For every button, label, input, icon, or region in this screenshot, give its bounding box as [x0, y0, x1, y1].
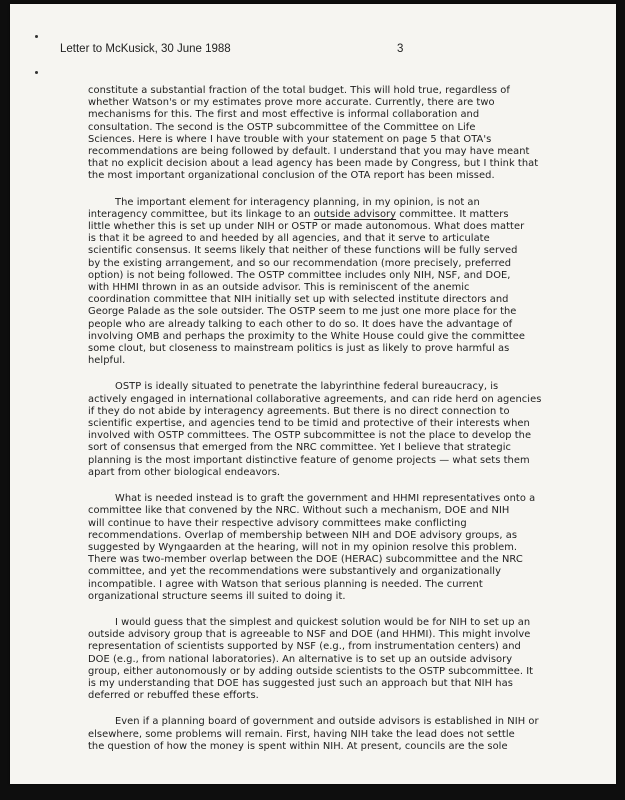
- text-line: group, either autonomously or by adding outside scientists to the OSTP subcommittee. It: [88, 665, 534, 677]
- page-number: 3: [397, 43, 404, 55]
- text-line: recommendations. Overlap of membership between NIH and DOE advisory groups, as: [88, 529, 518, 541]
- paragraph: [88, 617, 578, 702]
- text-line: the most important organizational conclusion of the OTA report has been missed.: [88, 170, 495, 182]
- text-line: involving OMB and perhaps the proximity to the White House could give the committee: [88, 330, 526, 342]
- paragraph: [88, 85, 578, 183]
- text-line: Even if a planning board of government and outside advisors is established in NIH or: [115, 716, 539, 728]
- text-line: scientific consensus. It seems likely that neither of these functions will be fully served: [88, 245, 518, 257]
- text-line: committee, and yet the recommendations were substantively and organizationally: [88, 566, 501, 578]
- text-line: constitute a substantial fraction of the total budget. This will hold true, regardless of: [88, 85, 510, 96]
- text-line: representation of scientists supported by NSF (e.g., from instrumentation centers) and: [88, 641, 521, 653]
- text-line: option) is not being followed. The OSTP committee includes only NIH, NSF, and DOE,: [88, 269, 511, 281]
- text-line: recommendations are being followed by default. I understand that you may have meant: [88, 146, 530, 158]
- text-line: scientific expertise, and agencies tend to be timid and protective of their interests when: [88, 418, 530, 430]
- text-line: OSTP is ideally situated to penetrate the labyrinthine federal bureaucracy, is: [115, 381, 499, 393]
- text-line: The important element for interagency planning, in my opinion, is not an: [115, 196, 480, 208]
- text-line: mechanisms for this. The first and most effective is informal collaboration and: [88, 109, 480, 121]
- punch-mark: [35, 35, 38, 38]
- paragraph: [88, 197, 578, 368]
- text-line: sort of consensus that emerged from the NRC committee. Yet I believe that strategic: [88, 442, 511, 454]
- underlined-phrase: outside advisory: [313, 208, 397, 220]
- text-line: elsewhere, some problems will remain. First, having NIH take the lead does not settle: [88, 728, 515, 740]
- text-line: outside advisory group that is agreeable to NSF and DOE (and HHMI). This might involve: [88, 629, 531, 641]
- paragraph: [88, 493, 578, 603]
- text-line: incompatible. I agree with Watson that serious planning is needed. The current: [88, 578, 483, 590]
- text-line: with HHMI thrown in as an outside advisor. This is reminiscent of the anemic: [88, 282, 470, 294]
- text-line: planning is the most important distinctive feature of genome projects — what sets them: [88, 454, 530, 466]
- text-line-with-underline: interagency committee, but its linkage to an outside advisory committee. It matters: [88, 208, 509, 220]
- text-line: George Palade as the sole outsider. The OSTP seem to me just one more place for the: [88, 306, 517, 318]
- text-line: that no explicit decision about a lead agency has been made by Congress, but I think that: [88, 158, 539, 170]
- text-line: What is needed instead is to graft the government and HHMI representatives onto a: [115, 493, 536, 505]
- text-line: some clout, but closeness to mainstream politics is just as likely to prove harmful as: [88, 343, 510, 355]
- paragraph: [88, 716, 578, 753]
- text-line: helpful.: [88, 355, 126, 367]
- text-line: whether Watson's or my estimates prove more accurate. Currently, there are two: [88, 97, 495, 109]
- punch-mark: [35, 71, 38, 74]
- letter-page: [10, 4, 616, 784]
- letter-body: [88, 85, 578, 767]
- text-line: if they do not abide by interagency agreements. But there is no direct connection to: [88, 405, 510, 417]
- text-line: I would guess that the simplest and quickest solution would be for NIH to set up an: [115, 616, 531, 628]
- text-line: suggested by Wyngaarden at the hearing, will not in my opinion resolve this problem.: [88, 541, 518, 553]
- running-header: Letter to McKusick, 30 June 1988: [60, 43, 231, 55]
- text-line: by the existing arrangement, and so our recommendation (more precisely, preferred: [88, 257, 512, 269]
- text-line: There was two-member overlap between the DOE (HERAC) subcommittee and the NRC: [88, 554, 523, 566]
- text-line: is my understanding that DOE has suggested just such an approach but that NIH has: [88, 677, 513, 689]
- text-line: coordination committee that NIH initially set up with selected institute directors and: [88, 294, 509, 306]
- text-line: deferred or rebuffed these efforts.: [88, 690, 259, 702]
- text-line: little whether this is set up under NIH or OSTP or made autonomous. What does matter: [88, 221, 525, 233]
- text-line: organizational structure seems ill suited to doing it.: [88, 590, 346, 602]
- text-line: actively engaged in international collaborative agreements, and can ride herd on agencies: [88, 393, 542, 405]
- text-line: apart from other biological endeavors.: [88, 466, 281, 478]
- paragraph: [88, 381, 578, 479]
- text-line: will continue to have their respective advisory committees make conflicting: [88, 517, 467, 529]
- text-line: committee like that convened by the NRC. Without such a mechanism, DOE and NIH: [88, 505, 510, 517]
- text-line: is that it be agreed to and heeded by all agencies, and that it serve to articulate: [88, 233, 490, 245]
- text-line: consultation. The second is the OSTP subcommittee of the Committee on Life: [88, 121, 476, 133]
- text-line: Sciences. Here is where I have trouble with your statement on page 5 that OTA's: [88, 133, 492, 145]
- text-line: the question of how the money is spent within NIH. At present, councils are the sole: [88, 740, 508, 752]
- text-line: people who are already talking to each other to do so. It does have the advantage of: [88, 318, 513, 330]
- text-line: DOE (e.g., from national laboratories). An alternative is to set up an outside advisory: [88, 653, 513, 665]
- text-line: involved with OSTP committees. The OSTP subcommittee is not the place to develop the: [88, 430, 532, 442]
